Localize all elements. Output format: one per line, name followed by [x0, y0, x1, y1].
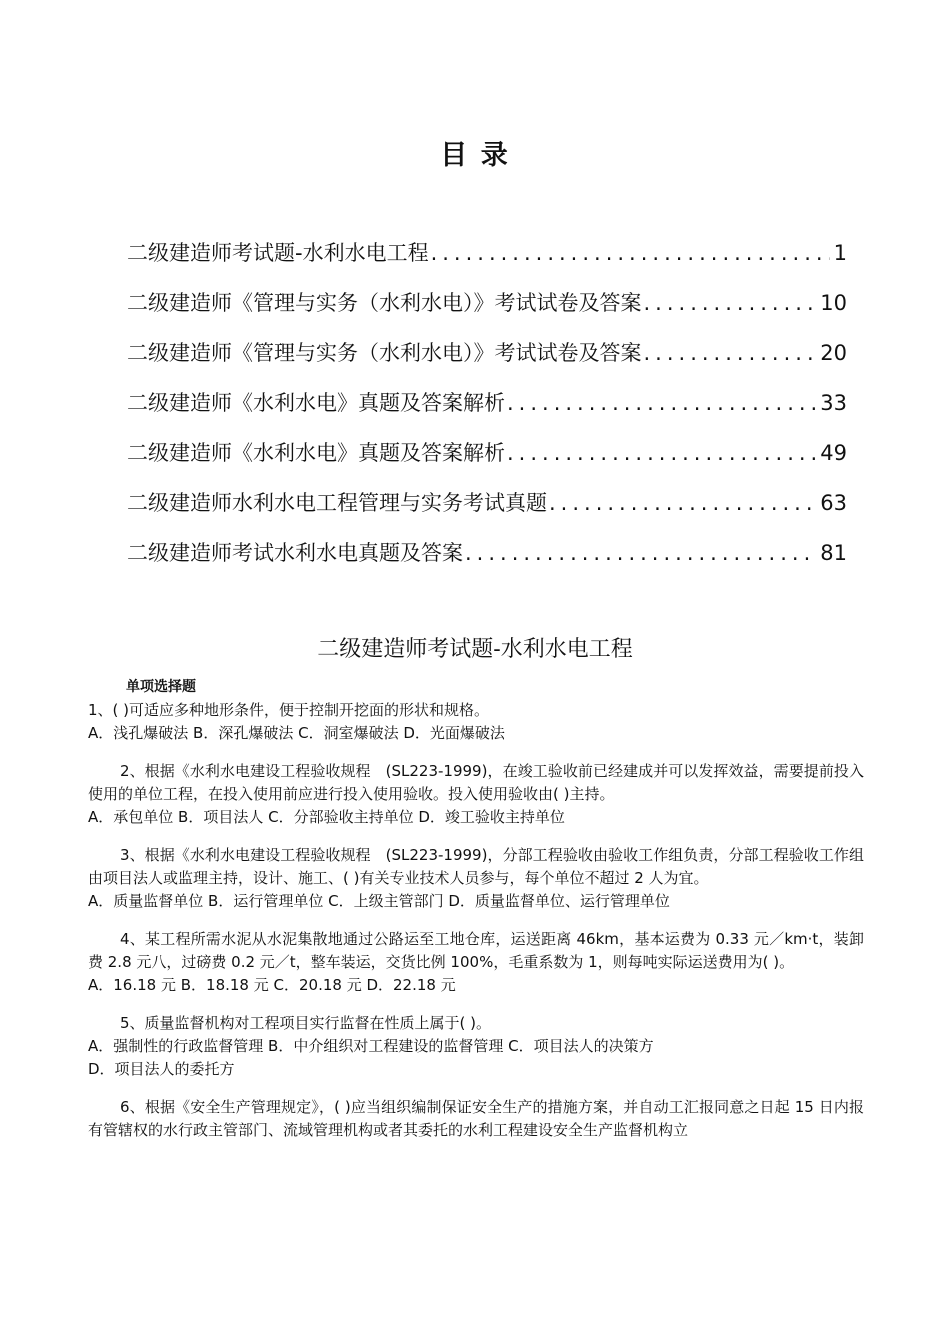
- toc-entry[interactable]: [127, 228, 847, 278]
- question-options: A．质量监督单位 B．运行管理单位 C．上级主管部门 D．质量监督单位、运行管理单位: [88, 892, 670, 910]
- question-text: 4、某工程所需水泥从水泥集散地通过公路运至工地仓库，运送距离 46km，基本运费为 0.33 元／km·t，装卸费 2.8 元八，过磅费 0.2 元／t，整车装运，交货比例 100%，毛重系数为 1，则每吨实际运送费用为( )。: [88, 930, 864, 971]
- toc-entry-title: 二级建造师考试水利水电真题及答案: [127, 541, 463, 565]
- toc-entry-title: 二级建造师水利水电工程管理与实务考试真题: [127, 491, 547, 515]
- question-options: A．强制性的行政监督管理 B．中介组织对工程建设的监督管理 C．项目法人的决策方: [88, 1037, 654, 1055]
- toc-entry-page: 63: [820, 491, 847, 515]
- question-text: 3、根据《水利水电建设工程验收规程 (SL223-1999)，分部工程验收由验收工作组负责，分部工程验收工作组由项目法人或监理主持，设计、施工、( )有关专业技术人员参与，每个单位不超过 2 人为宜。: [88, 846, 864, 887]
- toc-entry-page: 1: [833, 241, 847, 265]
- toc-leader-dots: [549, 478, 816, 528]
- question-options-continued: D．项目法人的委托方: [88, 1060, 235, 1078]
- toc-entry[interactable]: [127, 428, 847, 478]
- toc-entry-title: 二级建造师《管理与实务（水利水电）》考试试卷及答案: [127, 341, 642, 365]
- toc-entry-title: 二级建造师《水利水电》真题及答案解析: [127, 391, 505, 415]
- toc-entry-title: 二级建造师考试题-水利水电工程: [127, 241, 429, 265]
- toc-entry[interactable]: [127, 378, 847, 428]
- toc-entry-title: 二级建造师《水利水电》真题及答案解析: [127, 441, 505, 465]
- toc-entry-page: 81: [820, 541, 847, 565]
- toc-leader-dots: [431, 228, 830, 278]
- toc-leader-dots: [644, 328, 817, 378]
- toc-entry[interactable]: [127, 528, 847, 578]
- question-options: A．承包单位 B．项目法人 C．分部验收主持单位 D．竣工验收主持单位: [88, 808, 565, 826]
- toc-leader-dots: [644, 278, 817, 328]
- toc-leader-dots: [465, 528, 816, 578]
- question-text: 2、根据《水利水电建设工程验收规程 (SL223-1999)，在竣工验收前已经建成并可以发挥效益，需要提前投入使用的单位工程，在投入使用前应进行投入使用验收。投入使用验收由( )主持。: [88, 762, 864, 803]
- toc-entry-page: 10: [820, 291, 847, 315]
- toc-entry-title: 二级建造师《管理与实务（水利水电）》考试试卷及答案: [127, 291, 642, 315]
- question-list: [88, 699, 864, 1142]
- toc-entry-page: 33: [820, 391, 847, 415]
- toc-leader-dots: [507, 428, 816, 478]
- toc-title: 目 录: [440, 140, 510, 171]
- section-title: 二级建造师考试题-水利水电工程: [317, 637, 633, 662]
- toc-entry[interactable]: [127, 278, 847, 328]
- toc-entry[interactable]: [127, 478, 847, 528]
- table-of-contents: [127, 228, 847, 578]
- question-options: A．浅孔爆破法 B．深孔爆破法 C．洞室爆破法 D．光面爆破法: [88, 724, 505, 742]
- question-text: 5、质量监督机构对工程项目实行监督在性质上属于( )。: [120, 1014, 492, 1032]
- toc-entry[interactable]: [127, 328, 847, 378]
- question-text: 6、根据《安全生产管理规定》，( )应当组织编制保证安全生产的措施方案，并自动工汇报同意之日起 15 日内报有管辖权的水行政主管部门、流域管理机构或者其委托的水利工程建设安全生产监督机构立: [88, 1098, 864, 1139]
- toc-leader-dots: [507, 378, 816, 428]
- toc-entry-page: 20: [820, 341, 847, 365]
- question-options: A．16.18 元 B．18.18 元 C．20.18 元 D．22.18 元: [88, 976, 456, 994]
- section-sub-heading: 单项选择题: [126, 679, 196, 695]
- toc-entry-page: 49: [820, 441, 847, 465]
- question-text: 1、( )可适应多种地形条件，便于控制开挖面的形状和规格。: [88, 701, 490, 719]
